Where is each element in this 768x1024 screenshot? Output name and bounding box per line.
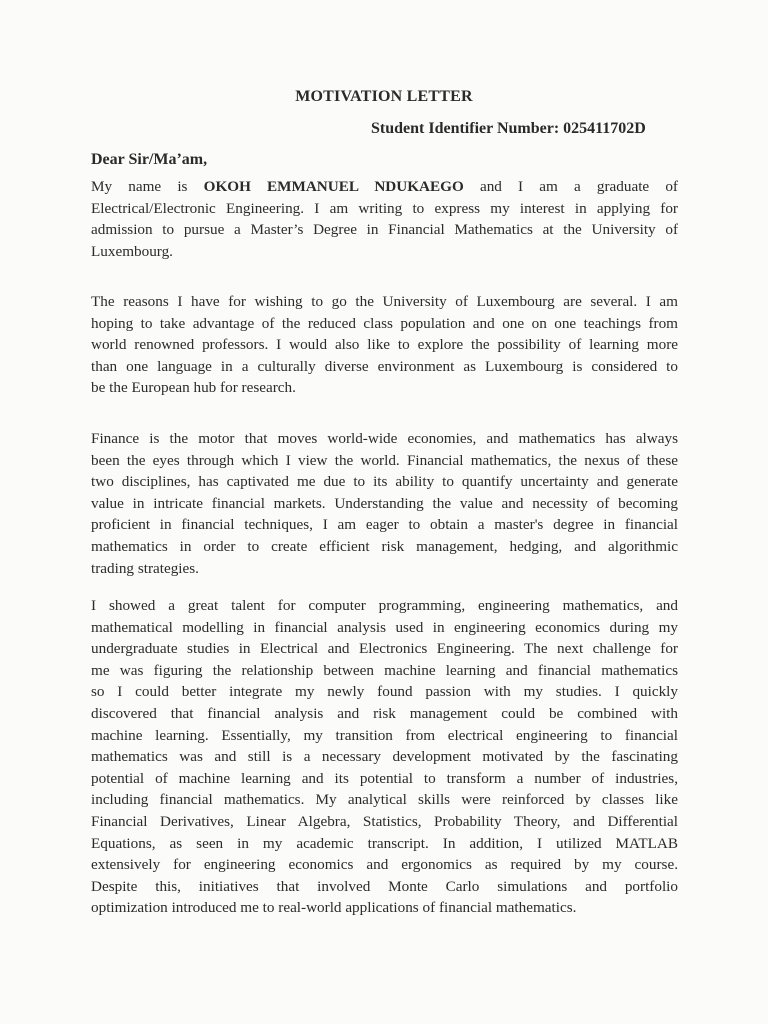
paragraph-line: world renowned professors. I would also like to explore the possibility of learning more [91,336,678,354]
line-text: My name is [91,178,204,195]
applicant-name: OKOH EMMANUEL NDUKAEGO [203,178,464,195]
paragraph-line: than one language in a culturally diverse environment as Luxembourg is considered to [91,357,678,375]
paragraph-line: Finance is the motor that moves world-wide economies, and mathematics has always [91,430,678,447]
paragraph-line: proficient in financial techniques, I am eager to obtain a master's degree in financial [91,516,678,534]
paragraph-line: discovered that financial analysis and risk management could be combined with [91,704,678,722]
line-text: and I am a graduate of [463,178,678,195]
paragraph-line: me was figuring the relationship between machine learning and financial mathematics [91,661,678,679]
paragraph-introduction [91,176,678,262]
paragraph-line: be the European hub for research. [91,379,296,397]
paragraph-line: undergraduate studies in Electrical and Electronics Engineering. The next challenge for [91,640,678,658]
salutation: Dear Sir/Ma’am, [91,151,208,168]
paragraph-line: extensively for engineering economics and ergonomics as required by my course. [91,856,678,874]
paragraph-line: so I could better integrate my newly found passion with my studies. I quickly [91,683,678,701]
paragraph-line: Electrical/Electronic Engineering. I am writing to express my interest in applying for [91,199,678,217]
student-identifier-number: Student Identifier Number: 025411702D [371,120,646,137]
paragraph-line: I showed a great talent for computer programming, engineering mathematics, and [91,597,678,614]
paragraph-line: Despite this, initiatives that involved Monte Carlo simulations and portfolio [91,877,678,895]
paragraph-line: admission to pursue a Master’s Degree in Financial Mathematics at the University of [91,221,678,239]
paragraph-line: machine learning. Essentially, my transition from electrical engineering to financial [91,726,678,744]
paragraph-finance [91,428,678,579]
letter-title: MOTIVATION LETTER [295,88,473,105]
paragraph-line: two disciplines, has captivated me due to its ability to quantify uncertainty and generate [91,473,678,491]
paragraph-line: including financial mathematics. My analytical skills were reinforced by classes like [91,791,678,809]
paragraph-line: mathematical modelling in financial analysis used in engineering economics during my [91,618,678,636]
paragraph-line: trading strategies. [91,559,199,577]
paragraph-line: mathematics in order to create efficient risk management, hedging, and algorithmic [91,537,678,555]
paragraph-line: Equations, as seen in my academic transcript. In addition, I utilized MATLAB [91,834,678,852]
paragraph-line: been the eyes through which I view the world. Financial mathematics, the nexus of these [91,451,678,469]
paragraph-line: hoping to take advantage of the reduced class population and one on one teachings from [91,314,678,332]
paragraph-line: The reasons I have for wishing to go the University of Luxembourg are several. I am [91,293,678,310]
paragraph-line: Financial Derivatives, Linear Algebra, Statistics, Probability Theory, and Differential [91,812,678,830]
paragraph-background [91,595,678,919]
paragraph-line: mathematics was and still is a necessary development motivated by the fascinating [91,748,678,766]
paragraph-reasons [91,291,678,399]
paragraph-line [91,176,678,198]
paragraph-line: value in intricate financial markets. Understanding the value and necessity of becoming [91,494,678,512]
paragraph-line: potential of machine learning and its potential to transform a number of industries, [91,769,678,787]
paragraph-line: Luxembourg. [91,242,173,260]
paragraph-line: optimization introduced me to real-world applications of financial mathematics. [91,899,577,917]
